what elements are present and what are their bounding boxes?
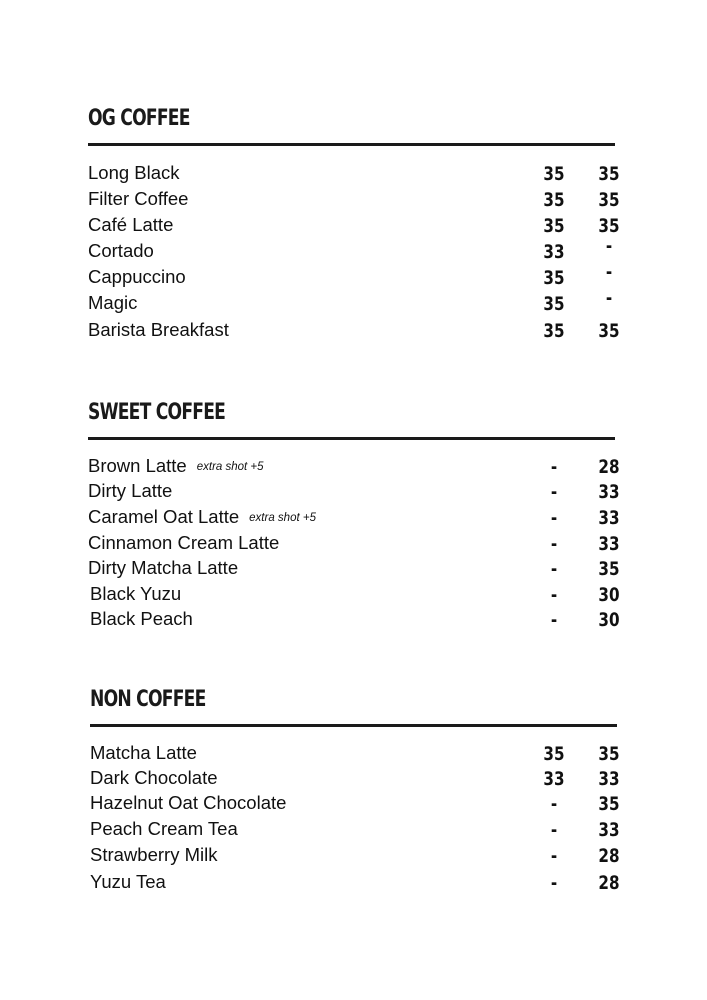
- item-price-2: 28: [598, 872, 620, 894]
- menu-item: [88, 455, 620, 481]
- menu-item: [90, 792, 620, 818]
- item-price-2: 28: [598, 456, 620, 478]
- item-name: Cappuccino: [88, 266, 186, 287]
- menu-item: [88, 287, 615, 318]
- menu-item: [88, 235, 615, 266]
- item-price-2: 35: [598, 320, 620, 342]
- section-title: SWEET COFFEE: [88, 400, 226, 425]
- item-name: Dark Chocolate: [90, 767, 218, 788]
- menu-item: [90, 767, 620, 793]
- item-price-2: 33: [598, 533, 620, 555]
- item-name: Dirty Matcha Latte: [88, 557, 239, 578]
- item-name: [88, 506, 316, 529]
- item-name: Dirty Latte: [88, 480, 173, 501]
- item-price-1: 35: [543, 189, 565, 211]
- menu-item: [88, 506, 620, 532]
- item-price-1: -: [550, 456, 558, 478]
- menu-item: [88, 162, 620, 188]
- item-price-1: 35: [543, 293, 565, 315]
- item-price-1: 35: [543, 215, 565, 237]
- item-name: Café Latte: [88, 214, 174, 235]
- item-price-2: 33: [598, 768, 620, 790]
- item-name: Barista Breakfast: [88, 319, 229, 340]
- item-price-1: 35: [543, 743, 565, 765]
- menu-item: [88, 608, 620, 634]
- item-name: Cortado: [88, 240, 154, 261]
- menu-item: [90, 742, 620, 768]
- item-price-2: 35: [598, 163, 620, 185]
- item-price-2: 35: [598, 743, 620, 765]
- section-divider: [88, 143, 615, 146]
- item-name: Peach Cream Tea: [90, 818, 238, 839]
- item-name: Black Peach: [90, 608, 193, 629]
- item-price-2: 28: [598, 845, 620, 867]
- item-name: Magic: [88, 292, 138, 313]
- item-price-2: 33: [598, 507, 620, 529]
- item-name: Yuzu Tea: [90, 871, 166, 892]
- item-note: extra shot +5: [249, 512, 316, 524]
- item-price-1: -: [550, 584, 558, 606]
- menu-item: [88, 480, 620, 506]
- section-divider: [88, 437, 615, 440]
- item-name-text: Brown Latte: [88, 455, 187, 476]
- item-price-1: -: [550, 507, 558, 529]
- section-non-coffee: [90, 687, 620, 894]
- menu-item: [88, 261, 615, 292]
- item-price-2: 33: [598, 819, 620, 841]
- item-name: Cinnamon Cream Latte: [88, 532, 280, 553]
- item-price-2: 30: [598, 584, 620, 606]
- item-price-1: -: [550, 793, 558, 815]
- menu-item: [90, 844, 620, 870]
- item-price-1: -: [550, 845, 558, 867]
- menu-item: [88, 188, 620, 214]
- item-price-2: -: [605, 287, 613, 309]
- item-price-2: -: [605, 235, 613, 257]
- item-price-1: -: [550, 609, 558, 631]
- item-price-2: 35: [598, 189, 620, 211]
- item-price-2: -: [605, 261, 613, 283]
- item-name: Hazelnut Oat Chocolate: [90, 792, 287, 813]
- section-title: NON COFFEE: [90, 687, 206, 712]
- item-price-1: -: [550, 481, 558, 503]
- section-sweet-coffee: [88, 400, 620, 631]
- menu-item: [88, 319, 620, 345]
- item-note: extra shot +5: [196, 461, 264, 473]
- item-price-2: 33: [598, 481, 620, 503]
- item-price-1: 33: [543, 768, 565, 790]
- item-price-1: 35: [543, 267, 565, 289]
- menu-item: [88, 583, 620, 609]
- item-name: Matcha Latte: [90, 742, 197, 763]
- item-price-1: -: [550, 558, 558, 580]
- menu-item: [88, 532, 620, 558]
- item-name-text: Caramel Oat Latte: [88, 506, 240, 527]
- item-name: [88, 455, 264, 478]
- item-price-1: -: [550, 819, 558, 841]
- item-price-1: 35: [543, 320, 565, 342]
- item-price-2: 35: [598, 793, 620, 815]
- item-name: Long Black: [88, 162, 180, 183]
- section-divider: [90, 724, 617, 727]
- menu-item: [90, 871, 620, 897]
- item-price-2: 30: [598, 609, 620, 631]
- item-price-1: -: [550, 872, 558, 894]
- item-name: Strawberry Milk: [90, 844, 218, 865]
- item-price-1: 33: [543, 241, 565, 263]
- section-title: OG COFFEE: [88, 106, 190, 131]
- menu-item: [90, 818, 620, 844]
- item-price-2: 35: [598, 558, 620, 580]
- item-price-1: -: [550, 533, 558, 555]
- item-name: Black Yuzu: [90, 583, 182, 604]
- item-name: Filter Coffee: [88, 188, 189, 209]
- menu-item: [88, 557, 620, 583]
- menu-item: [88, 214, 620, 240]
- item-price-1: 35: [543, 163, 565, 185]
- section-og-coffee: [88, 106, 620, 342]
- item-price-2: 35: [598, 215, 620, 237]
